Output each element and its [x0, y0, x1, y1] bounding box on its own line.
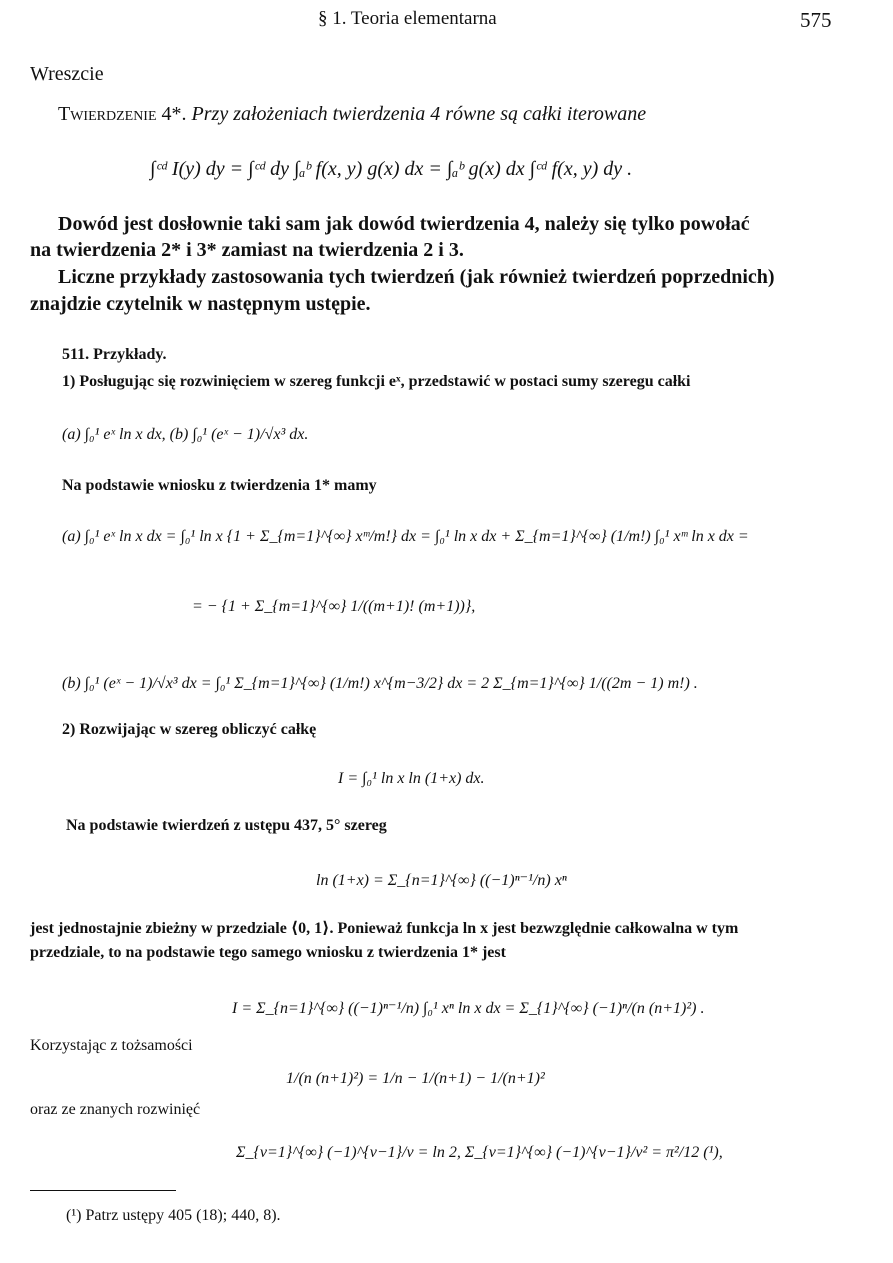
I-formula: I = Σ_{n=1}^{∞} ((−1)ⁿ⁻¹/n) ∫₀¹ xⁿ ln x dx = Σ_{1}^{∞} (−1)ⁿ/(n (n+1)²) .: [232, 1000, 705, 1017]
item1-equation-b: (b) ∫₀¹ (eˣ − 1)/√x³ dx = ∫₀¹ Σ_{m=1}^{∞} (1/m!) x^{m−3/2} dx = 2 Σ_{m=1}^{∞} 1/((2m − 1) m!) .: [62, 675, 698, 692]
item1-equation-a-line2: = − {1 + Σ_{m=1}^{∞} 1/((m+1)! (m+1))},: [192, 598, 476, 615]
item1-integrals: (a) ∫₀¹ eˣ ln x dx, (b) ∫₀¹ (eˣ − 1)/√x³ dx.: [62, 426, 309, 443]
identity-intro: Korzystając z tożsamości: [30, 1037, 193, 1054]
wreszcie-text: Wreszcie: [30, 63, 104, 85]
proof-line-2: na twierdzenia 2* i 3* zamiast na twierdzenia 2 i 3.: [30, 239, 464, 261]
running-header-title: § 1. Teoria elementarna: [318, 8, 497, 29]
theorem-text: Przy założeniach twierdzenia 4 równe są całki iterowane: [191, 103, 647, 125]
paragraph-line-2: przedziale, to na podstawie tego samego wniosku z twierdzenia 1* jest: [30, 944, 506, 961]
identity-formula: 1/(n (n+1)²) = 1/n − 1/(n+1) − 1/(n+1)²: [286, 1070, 545, 1087]
footnote-text: (¹) Patrz ustępy 405 (18); 440, 8).: [66, 1207, 281, 1224]
paragraph-line-1: jest jednostajnie zbieżny w przedziale ⟨0, 1⟩. Ponieważ funkcja ln x jest bezwzględnie całkowalna w tym: [30, 920, 739, 937]
item1-basis: Na podstawie wniosku z twierdzenia 1* mamy: [62, 477, 377, 494]
page-number: 575: [800, 8, 832, 32]
theorem-statement: [58, 104, 646, 124]
series-formula: ln (1+x) = Σ_{n=1}^{∞} ((−1)ⁿ⁻¹/n) xⁿ: [316, 872, 567, 889]
footnote-rule: [30, 1190, 176, 1191]
section-511-heading: 511. Przykłady.: [62, 346, 167, 363]
examples-line-2: znajdzie czytelnik w następnym ustępie.: [30, 293, 371, 315]
item2-basis: Na podstawie twierdzeń z ustępu 437, 5° szereg: [66, 817, 387, 834]
examples-line-1: Liczne przykłady zastosowania tych twierdzeń (jak również twierdzeń poprzednich): [58, 266, 775, 288]
theorem-label: Twierdzenie 4*.: [58, 103, 187, 125]
item1-text: 1) Posługując się rozwinięciem w szereg funkcji eˣ, przedstawić w postaci sumy szeregu całki: [62, 373, 691, 390]
expansions-formula: Σ_{ν=1}^{∞} (−1)^{ν−1}/ν = ln 2, Σ_{ν=1}^{∞} (−1)^{ν−1}/ν² = π²/12 (¹),: [236, 1144, 723, 1161]
item1-equation-a-line1: (a) ∫₀¹ eˣ ln x dx = ∫₀¹ ln x {1 + Σ_{m=1}^{∞} xᵐ/m!} dx = ∫₀¹ ln x dx + Σ_{m=1}^{∞} (1/m!) ∫₀¹ xᵐ ln x dx =: [62, 528, 749, 545]
proof-line-1: Dowód jest dosłownie taki sam jak dowód twierdzenia 4, należy się tylko powołać: [58, 213, 750, 235]
item2-formula: I = ∫₀¹ ln x ln (1+x) dx.: [338, 770, 485, 787]
theorem-formula: ∫ᶜᵈ I(y) dy = ∫ᶜᵈ dy ∫ₐᵇ f(x, y) g(x) dx = ∫ₐᵇ g(x) dx ∫ᶜᵈ f(x, y) dy .: [150, 158, 633, 180]
expansions-intro: oraz ze znanych rozwinięć: [30, 1101, 201, 1118]
item2-text: 2) Rozwijając w szereg obliczyć całkę: [62, 721, 317, 738]
